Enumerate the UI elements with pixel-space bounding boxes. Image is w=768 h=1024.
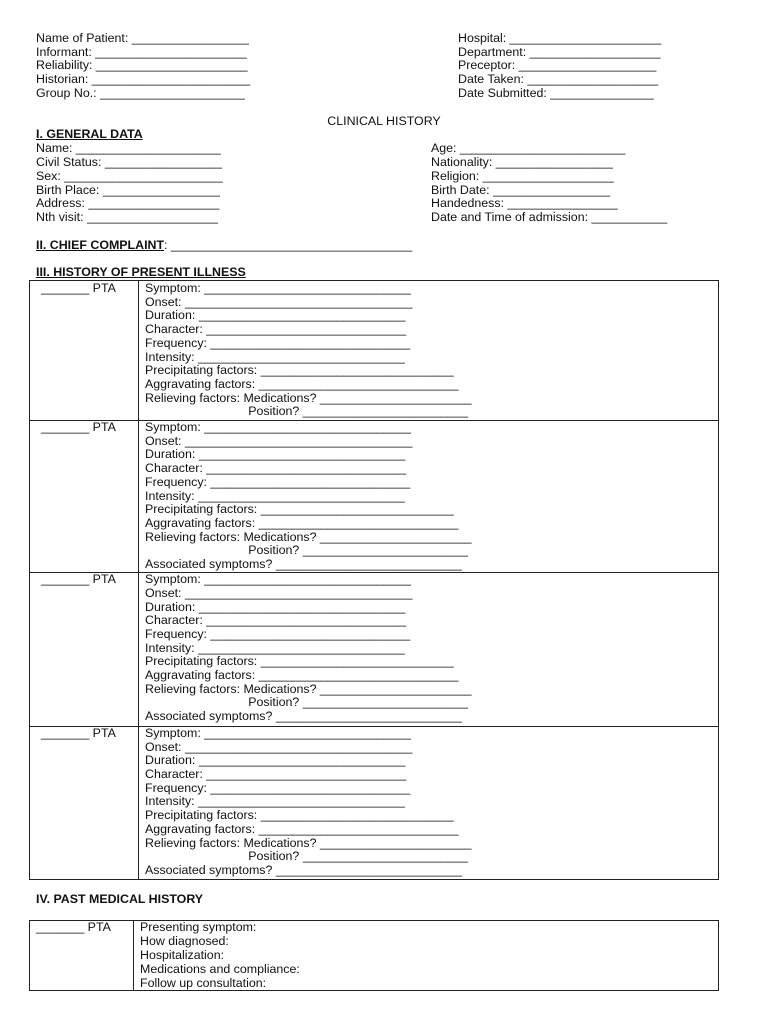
precipitating-factors-field[interactable]: Precipitating factors: ____________________________	[145, 363, 454, 377]
gd-handedness-field[interactable]: Handedness: ________________	[431, 196, 618, 210]
aggravating-factors-field[interactable]: Aggravating factors: _____________________________	[145, 516, 459, 530]
hospitalization-field[interactable]: Hospitalization:	[140, 948, 225, 962]
onset-field[interactable]: Onset: _________________________________	[145, 434, 413, 448]
gd-name-field[interactable]: Name: _____________________	[36, 141, 221, 155]
follow-up-consultation-field[interactable]: Follow up consultation:	[140, 976, 267, 990]
date-taken-field[interactable]: Date Taken: ___________________	[458, 72, 659, 86]
aggravating-factors-field[interactable]: Aggravating factors: _____________________________	[145, 822, 459, 836]
precipitating-factors-field[interactable]: Precipitating factors: ____________________________	[145, 808, 454, 822]
symptom-field[interactable]: Symptom: ______________________________	[145, 281, 411, 295]
pmh-table	[29, 920, 719, 991]
frequency-field[interactable]: Frequency: _____________________________	[145, 475, 411, 489]
associated-symptoms-field[interactable]: Associated symptoms? ___________________________	[145, 863, 462, 877]
pta-field[interactable]: _______ PTA	[41, 420, 116, 434]
associated-symptoms-field[interactable]: Associated symptoms? ___________________________	[145, 709, 462, 723]
relieving-medications-field[interactable]: Relieving factors: Medications? ______________________	[145, 530, 472, 544]
relieving-medications-field[interactable]: Relieving factors: Medications? ______________________	[145, 391, 472, 405]
pmh-heading: IV. PAST MEDICAL HISTORY	[36, 892, 204, 906]
chief-complaint-heading: II. CHIEF COMPLAINT	[36, 238, 165, 252]
general-data-heading: I. GENERAL DATA	[36, 127, 143, 141]
chief-complaint-field[interactable]: : ___________________________________	[164, 238, 413, 252]
duration-field[interactable]: Duration: ______________________________	[145, 308, 406, 322]
duration-field[interactable]: Duration: ______________________________	[145, 447, 406, 461]
gd-sex-field[interactable]: Sex: _______________________	[36, 169, 223, 183]
relieving-position-field[interactable]: Position? ________________________	[145, 404, 469, 418]
aggravating-factors-field[interactable]: Aggravating factors: _____________________________	[145, 377, 459, 391]
department-field[interactable]: Department: ___________________	[458, 45, 661, 59]
chief-complaint-line	[36, 238, 412, 252]
gd-nationality-field[interactable]: Nationality: _________________	[431, 155, 613, 169]
hpi-column-divider	[138, 281, 139, 879]
intensity-field[interactable]: Intensity: ______________________________	[145, 794, 405, 808]
aggravating-factors-field[interactable]: Aggravating factors: _____________________________	[145, 668, 459, 682]
gd-admission-datetime-field[interactable]: Date and Time of admission: ___________	[431, 210, 668, 224]
gd-age-field[interactable]: Age: ________________________	[431, 141, 626, 155]
gd-birth-date-field[interactable]: Birth Date: _________________	[431, 183, 611, 197]
onset-field[interactable]: Onset: _________________________________	[145, 740, 413, 754]
pta-field[interactable]: _______ PTA	[41, 281, 116, 295]
gd-address-field[interactable]: Address: ___________________	[36, 196, 220, 210]
hpi-table	[29, 280, 719, 880]
hospital-field[interactable]: Hospital: ______________________	[458, 31, 662, 45]
precipitating-factors-field[interactable]: Precipitating factors: ____________________________	[145, 654, 454, 668]
presenting-symptom-field[interactable]: Presenting symptom:	[140, 920, 257, 934]
frequency-field[interactable]: Frequency: _____________________________	[145, 336, 411, 350]
character-field[interactable]: Character: _____________________________	[145, 613, 407, 627]
page-title: CLINICAL HISTORY	[327, 114, 441, 128]
pta-field[interactable]: _______ PTA	[41, 572, 116, 586]
reliability-field[interactable]: Reliability: ______________________	[36, 58, 248, 72]
relieving-medications-field[interactable]: Relieving factors: Medications? ______________________	[145, 682, 472, 696]
pta-field[interactable]: _______ PTA	[41, 726, 116, 740]
historian-field[interactable]: Historian: _______________________	[36, 72, 251, 86]
relieving-position-field[interactable]: Position? ________________________	[145, 543, 469, 557]
frequency-field[interactable]: Frequency: _____________________________	[145, 781, 411, 795]
medications-compliance-field[interactable]: Medications and compliance:	[140, 962, 300, 976]
relieving-medications-field[interactable]: Relieving factors: Medications? ______________________	[145, 836, 472, 850]
character-field[interactable]: Character: _____________________________	[145, 322, 407, 336]
gd-nth-visit-field[interactable]: Nth visit: ___________________	[36, 210, 218, 224]
symptom-field[interactable]: Symptom: ______________________________	[145, 572, 411, 586]
relieving-position-field[interactable]: Position? ________________________	[145, 695, 469, 709]
hpi-heading: III. HISTORY OF PRESENT ILLNESS	[36, 265, 246, 279]
precipitating-factors-field[interactable]: Precipitating factors: ____________________________	[145, 502, 454, 516]
associated-symptoms-field[interactable]: Associated symptoms? ___________________________	[145, 557, 462, 571]
onset-field[interactable]: Onset: _________________________________	[145, 295, 413, 309]
preceptor-field[interactable]: Preceptor: ____________________	[458, 58, 657, 72]
relieving-position-field[interactable]: Position? ________________________	[145, 849, 469, 863]
gd-civil-status-field[interactable]: Civil Status: _________________	[36, 155, 223, 169]
intensity-field[interactable]: Intensity: ______________________________	[145, 641, 405, 655]
how-diagnosed-field[interactable]: How diagnosed:	[140, 934, 229, 948]
intensity-field[interactable]: Intensity: ______________________________	[145, 350, 405, 364]
duration-field[interactable]: Duration: ______________________________	[145, 753, 406, 767]
character-field[interactable]: Character: _____________________________	[145, 767, 407, 781]
date-submitted-field[interactable]: Date Submitted: _______________	[458, 86, 654, 100]
gd-birth-place-field[interactable]: Birth Place: _________________	[36, 183, 220, 197]
name-of-patient-field[interactable]: Name of Patient: _________________	[36, 31, 249, 45]
pmh-column-divider	[133, 921, 134, 990]
pta-field[interactable]: _______ PTA	[36, 920, 111, 934]
character-field[interactable]: Character: _____________________________	[145, 461, 407, 475]
onset-field[interactable]: Onset: _________________________________	[145, 586, 413, 600]
frequency-field[interactable]: Frequency: _____________________________	[145, 627, 411, 641]
intensity-field[interactable]: Intensity: ______________________________	[145, 489, 405, 503]
duration-field[interactable]: Duration: ______________________________	[145, 600, 406, 614]
informant-field[interactable]: Informant: ______________________	[36, 45, 247, 59]
symptom-field[interactable]: Symptom: ______________________________	[145, 420, 411, 434]
group-no-field[interactable]: Group No.: _____________________	[36, 86, 245, 100]
gd-religion-field[interactable]: Religion: ___________________	[431, 169, 614, 183]
symptom-field[interactable]: Symptom: ______________________________	[145, 726, 411, 740]
